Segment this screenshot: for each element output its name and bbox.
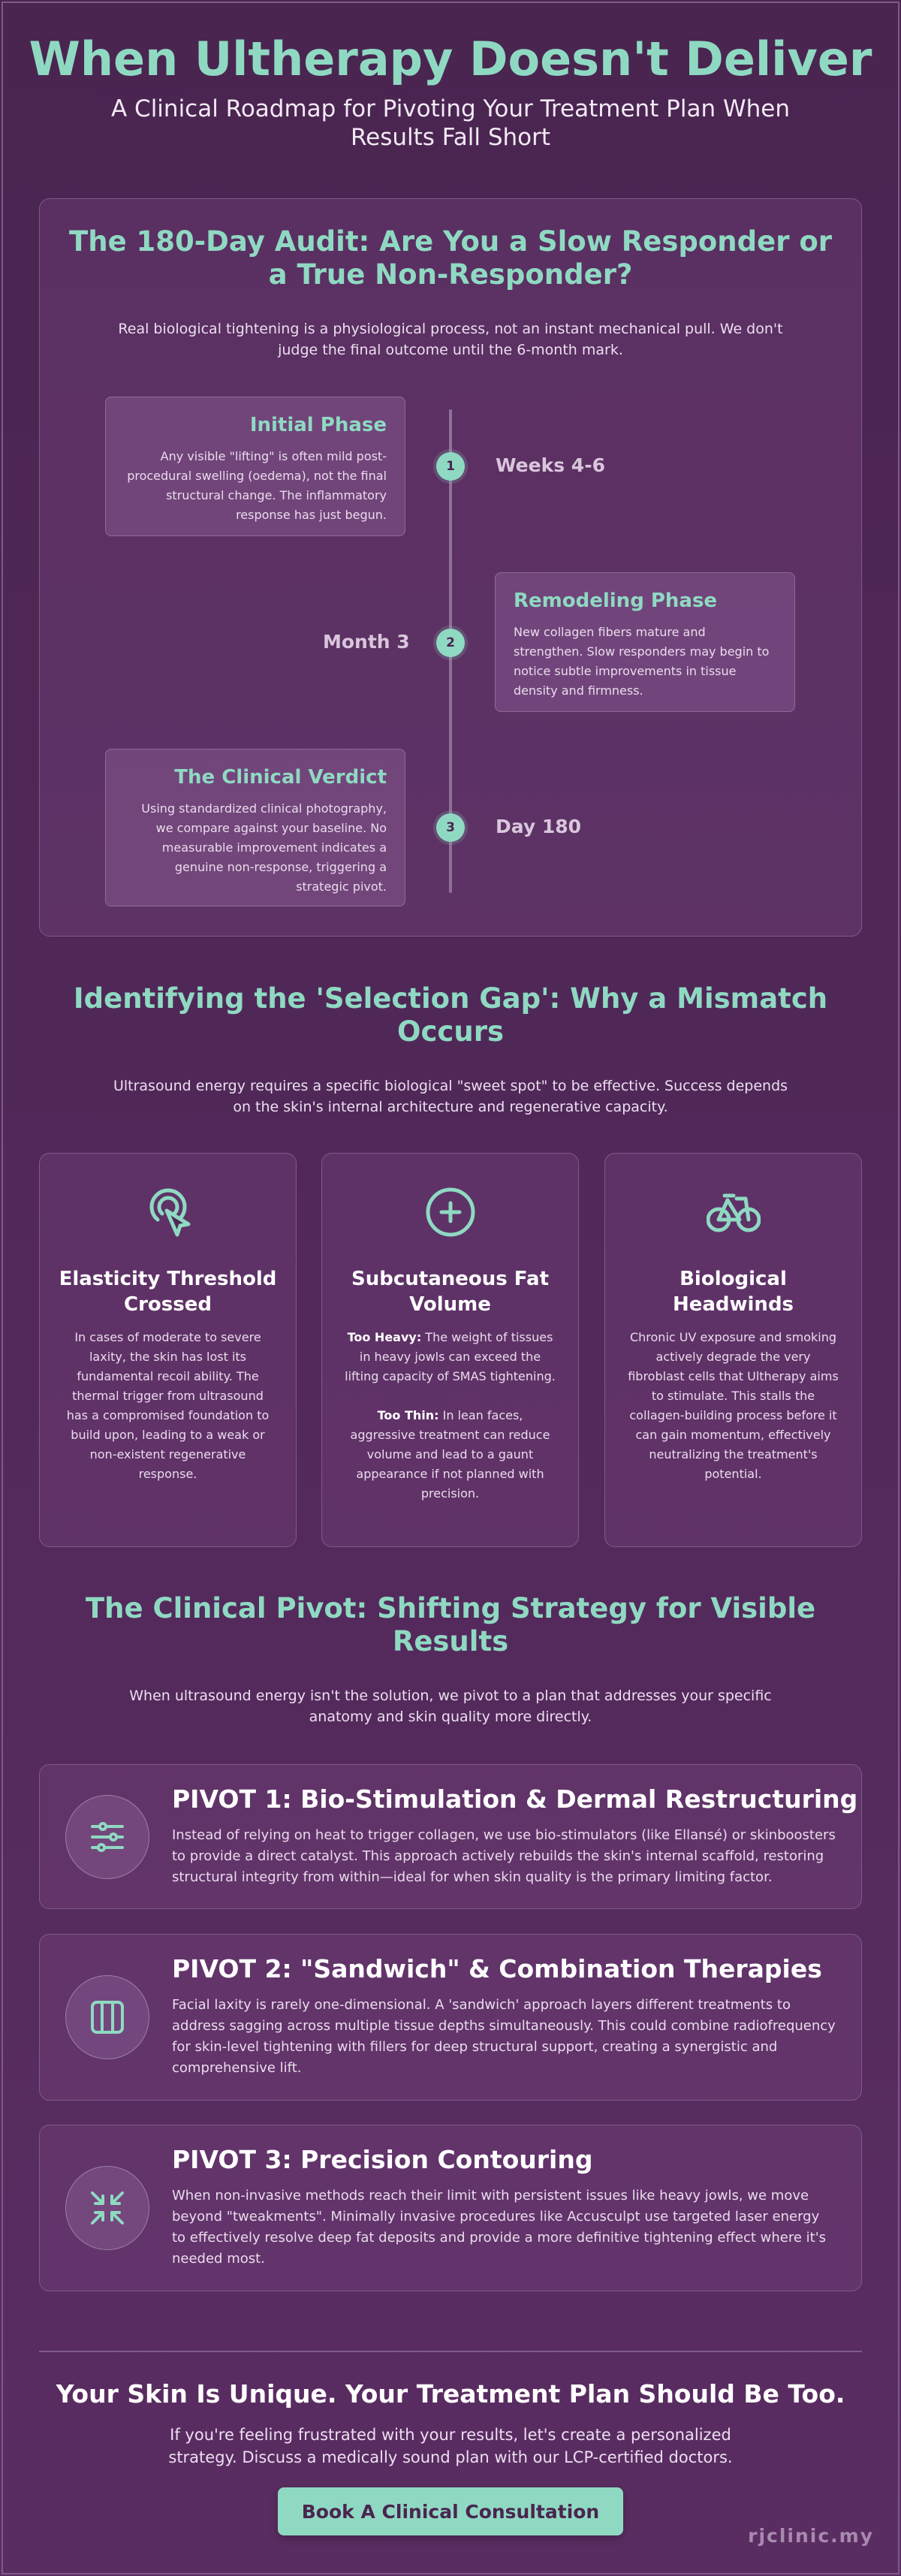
pivot-intro: When ultrasound energy isn't the solution, we pivot to a plan that addresses your specific anatomy and skin quality more directly. bbox=[129, 1688, 772, 1725]
page-subtitle: A Clinical Roadmap for Pivoting Your Treatment Plan When Results Fall Short bbox=[110, 95, 791, 151]
phase-text: New collagen fibers mature and strengthen. Slow responders may begin to notice subtle improvements in tissue density and firmness. bbox=[514, 625, 770, 698]
gap-card-text bbox=[345, 1328, 556, 1504]
gap-title: Identifying the 'Selection Gap': Why a Mismatch Occurs bbox=[73, 982, 828, 1048]
sliders-icon bbox=[65, 1795, 149, 1879]
book-consultation-button[interactable]: Book A Clinical Consultation bbox=[278, 2487, 623, 2535]
phase-title: Initial Phase bbox=[249, 414, 387, 436]
page-title: When Ultherapy Doesn't Deliver bbox=[29, 32, 872, 86]
gap-intro: Ultrasound energy requires a specific biological "sweet spot" to be effective. Success depends on the skin's internal architecture and regenerative capacity. bbox=[113, 1078, 788, 1115]
pivot-card-text: Facial laxity is rarely one-dimensional. A 'sandwich' approach layers different treatments to address sagging across multiple tissue depths simultaneously. This could combine radiofrequency for skin-level tightening with fillers for deep structural support, creating a synergistic and comprehensive lift. bbox=[172, 1997, 836, 2076]
gap-card-elasticity bbox=[39, 1153, 297, 1547]
gap-card-text: Chronic UV exposure and smoking actively degrade the very fibroblast cells that Ultherapy aims to stimulate. This stalls the collagen-building process before it can gain momentum, effectively neutralizing the treatment's potential. bbox=[628, 1330, 839, 1481]
phase-title: Remodeling Phase bbox=[514, 590, 718, 612]
pivot-card-title: PIVOT 2: "Sandwich" & Combination Therapies bbox=[172, 1954, 822, 1983]
layers-icon bbox=[65, 1975, 149, 2059]
pivot-card-2 bbox=[39, 1934, 862, 2101]
timeline-label-2: Month 3 bbox=[323, 631, 410, 653]
phase-title: The Clinical Verdict bbox=[174, 766, 387, 789]
pivot-card-title: PIVOT 3: Precision Contouring bbox=[172, 2145, 593, 2174]
audit-title: The 180-Day Audit: Are You a Slow Responder or a True Non-Responder? bbox=[69, 225, 832, 291]
too-thin-label: Too Thin: bbox=[377, 1408, 439, 1422]
too-heavy-text: The weight of tissues in heavy jowls can exceed the lifting capacity of SMAS tightening. bbox=[345, 1330, 556, 1383]
pivot-card-1 bbox=[39, 1764, 862, 1909]
too-heavy-label: Too Heavy: bbox=[347, 1330, 422, 1344]
pivot-card-title: PIVOT 1: Bio-Stimulation & Dermal Restructuring bbox=[172, 1784, 858, 1814]
phase-card-remodeling bbox=[495, 572, 795, 712]
phase-card-initial bbox=[105, 397, 405, 536]
cta-text: If you're feeling frustrated with your results, let's create a personalized strategy. Discuss a medically sound plan with our LCP-certified doctors. bbox=[168, 2426, 733, 2466]
gap-card-title: Biological Headwinds bbox=[672, 1268, 794, 1316]
timeline-label-3: Day 180 bbox=[496, 816, 582, 837]
gap-card-title: Subcutaneous Fat Volume bbox=[351, 1268, 549, 1316]
section-divider bbox=[39, 2351, 862, 2352]
touch-target-icon bbox=[141, 1185, 195, 1239]
phase-card-verdict bbox=[105, 749, 405, 906]
timeline-dot-1: 1 bbox=[436, 452, 465, 481]
gap-card-fat-volume bbox=[321, 1153, 579, 1547]
gap-card-text: In cases of moderate to severe laxity, the skin has lost its fundamental recoil ability. The thermal trigger from ultrasound has a compromised foundation to build upon, leading to a weak or non-existent regenerative response. bbox=[66, 1330, 270, 1481]
pivot-title: The Clinical Pivot: Shifting Strategy for Visible Results bbox=[85, 1592, 816, 1658]
gap-card-title: Elasticity Threshold Crossed bbox=[59, 1268, 277, 1316]
pivot-card-3 bbox=[39, 2125, 862, 2291]
plus-circle-icon bbox=[423, 1185, 478, 1239]
brand-watermark: rjclinic.my bbox=[748, 2525, 874, 2547]
phase-text: Using standardized clinical photography, we compare against your baseline. No measurable improvement indicates a genuine non-response, triggering a strategic pivot. bbox=[141, 801, 387, 894]
pivot-card-text: Instead of relying on heat to trigger collagen, we use bio-stimulators (like Ellansé) or skinboosters to provide a direct catalyst. This approach actively rebuilds the skin's internal scaffold, restoring structural integrity from within—ideal for when skin quality is the primary limiting factor. bbox=[172, 1827, 836, 1885]
pivot-card-text: When non-invasive methods reach their limit with persistent issues like heavy jowls, we move beyond "tweakments". Minimally invasive procedures like Accusculpt use targeted laser energy to effectively resolve deep fat deposits and provide a more definitive tightening effect where it's needed most. bbox=[172, 2188, 827, 2267]
gap-card-headwinds bbox=[604, 1153, 862, 1547]
contract-arrows-icon bbox=[65, 2166, 149, 2250]
timeline-dot-2: 2 bbox=[436, 629, 465, 657]
timeline-dot-3: 3 bbox=[436, 813, 465, 842]
audit-intro: Real biological tightening is a physiological process, not an instant mechanical pull. We don't judge the final outcome until the 6-month mark. bbox=[118, 321, 783, 358]
too-thin-text: In lean faces, aggressive treatment can reduce volume and lead to a gaunt appearance if not planned with precision. bbox=[350, 1408, 550, 1501]
cta-title: Your Skin Is Unique. Your Treatment Plan Should Be Too. bbox=[56, 2379, 845, 2409]
bicycle-icon bbox=[707, 1185, 761, 1239]
phase-text: Any visible "lifting" is often mild post-procedural swelling (oedema), not the final structural change. The inflammatory response has just begun. bbox=[127, 449, 387, 522]
timeline-label-1: Weeks 4-6 bbox=[496, 454, 605, 476]
